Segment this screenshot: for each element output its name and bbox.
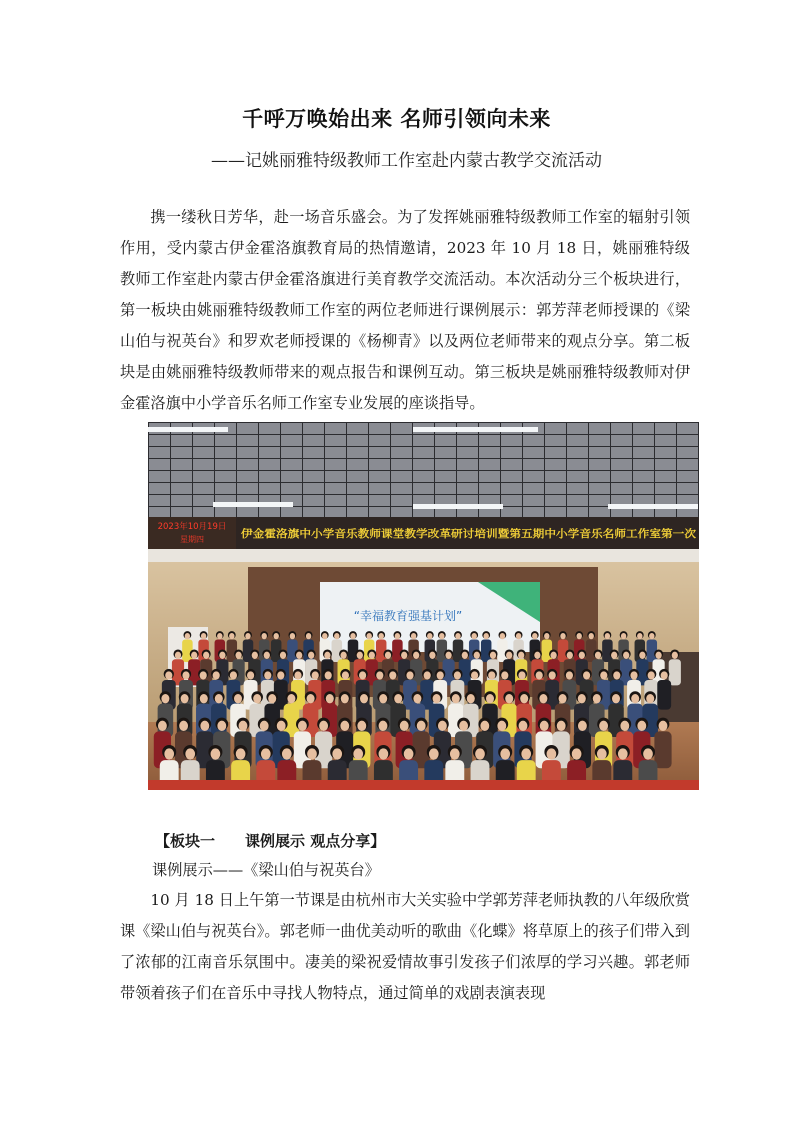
person-face [340, 652, 346, 659]
person-face [600, 671, 607, 679]
person-face [536, 671, 543, 679]
person-face [332, 748, 342, 759]
section-heading: 【板块一 课例展示 观点分享】 [155, 832, 386, 850]
person-face [181, 694, 189, 703]
person-face [395, 633, 400, 639]
person-body [654, 731, 671, 768]
person-face [277, 671, 284, 679]
person-face [501, 671, 508, 679]
person-face [322, 633, 327, 639]
person-face [191, 652, 197, 659]
person-face [247, 671, 254, 679]
crowd [154, 631, 681, 790]
person-face [578, 721, 587, 731]
banner-weekday: 星期四 [180, 535, 204, 544]
person-face [350, 633, 355, 639]
person-face [417, 721, 426, 731]
person-face [439, 633, 444, 639]
person-face [630, 671, 637, 679]
person-face [557, 721, 566, 731]
person-face [175, 652, 181, 659]
person-face [165, 671, 172, 679]
person-face [200, 721, 209, 731]
person-face [385, 652, 391, 659]
person-face [277, 721, 286, 731]
person-face [599, 721, 608, 731]
person-face [429, 652, 435, 659]
person-face [437, 671, 444, 679]
person-face [379, 694, 387, 703]
person-face [429, 748, 439, 759]
person-face [211, 748, 221, 759]
person-face [589, 633, 594, 639]
person-face [520, 694, 528, 703]
person-face [549, 671, 556, 679]
person-body [669, 659, 681, 685]
person-face [235, 652, 241, 659]
person-face [319, 721, 328, 731]
person-face [579, 652, 585, 659]
person-face [200, 694, 208, 703]
person-face [161, 694, 169, 703]
person-face [253, 694, 261, 703]
person-face [274, 633, 279, 639]
person-face [245, 633, 250, 639]
person-face [217, 633, 222, 639]
person-face [484, 633, 489, 639]
article-title: 千呼万唤始出来 名师引领向未来 [242, 107, 551, 131]
banner-text: 伊金霍洛旗中小学音乐教师课堂教学改革研讨培训暨第五期中小学音乐名师工作室第一次 [241, 528, 651, 540]
person-face [547, 748, 557, 759]
person-face [334, 633, 339, 639]
person-face [406, 671, 413, 679]
person-face [369, 652, 375, 659]
person-face [280, 652, 286, 659]
person-face [577, 633, 582, 639]
screen-text: “幸福教育强基计划” [353, 609, 463, 623]
person-face [185, 748, 195, 759]
person-face [239, 721, 248, 731]
lesson-body-paragraph: 10 月 18 日上午第一节课是由杭州市大关实验中学郭芳萍老师执教的八年级欣赏课《梁山伯与祝英台》。郭老师一曲优美动听的歌曲《化蝶》将草原上的孩子们带入到了浓郁的江南音乐氛围中。凄美的梁祝爱情故事引发孩子们浓厚的学习兴趣。郭老师带领着孩子们在音乐中寻找人物特点，通过简单的戏剧表演表现 [120, 891, 690, 1002]
person-face [597, 748, 607, 759]
person-face [532, 633, 537, 639]
person-face [605, 633, 610, 639]
person-face [217, 721, 226, 731]
person-face [544, 633, 549, 639]
person-face [234, 694, 242, 703]
person-face [236, 748, 246, 759]
person-face [655, 652, 661, 659]
person-face [296, 652, 302, 659]
person-face [612, 694, 620, 703]
person-face [261, 748, 271, 759]
person-face [376, 671, 383, 679]
person-face [649, 633, 654, 639]
person-face [252, 652, 258, 659]
person-face [518, 671, 525, 679]
person-face [282, 748, 292, 759]
person-face [179, 721, 188, 731]
person-face [400, 721, 409, 731]
person-face [631, 694, 639, 703]
person-face [394, 694, 402, 703]
person-face [613, 671, 620, 679]
person-face [459, 721, 468, 731]
person-face [472, 633, 477, 639]
person-face [312, 671, 319, 679]
person-face [342, 671, 349, 679]
person-face [475, 748, 485, 759]
person-face [264, 671, 271, 679]
person-face [450, 748, 460, 759]
person-face [307, 748, 317, 759]
person-face [518, 652, 524, 659]
person-face [661, 671, 668, 679]
person-face [367, 633, 372, 639]
person-face [401, 652, 407, 659]
person-face [324, 652, 330, 659]
person-face [672, 652, 678, 659]
person-face [379, 721, 388, 731]
person-face [306, 633, 311, 639]
person-face [623, 652, 629, 659]
person-face [452, 694, 460, 703]
person-face [471, 671, 478, 679]
person-face [490, 652, 496, 659]
person-face [560, 633, 565, 639]
person-face [268, 694, 276, 703]
person-face [618, 748, 628, 759]
person-face [646, 694, 654, 703]
person-face [467, 694, 475, 703]
person-face [519, 721, 528, 731]
person-face [341, 694, 349, 703]
person-face [298, 721, 307, 731]
person-face [182, 671, 189, 679]
person-face [427, 633, 432, 639]
group-photo [148, 422, 699, 790]
person-face [203, 652, 209, 659]
person-face [357, 721, 366, 731]
person-face [486, 694, 494, 703]
person-face [260, 721, 269, 731]
person-face [308, 652, 314, 659]
person-face [219, 652, 225, 659]
person-face [353, 748, 363, 759]
person-face [455, 633, 460, 639]
person-face [213, 671, 220, 679]
person-face [539, 694, 547, 703]
person-face [521, 748, 531, 759]
person-face [433, 694, 441, 703]
person-face [445, 652, 451, 659]
person-face [620, 721, 629, 731]
person-face [593, 694, 601, 703]
person-body [657, 680, 671, 710]
person-face [230, 671, 237, 679]
person-face [158, 721, 167, 731]
lesson-title: 课例展示——《梁山伯与祝英台》 [152, 861, 380, 879]
person-face [534, 652, 540, 659]
person-face [201, 633, 206, 639]
intro-paragraph: 携一缕秋日芳华，赴一场音乐盛会。为了发挥姚丽雅特级教师工作室的辐射引领作用，受内蒙古伊金霍洛旗教育局的热情邀请，2023 年 10 月 18 日，姚丽雅特级教师工作室赴内蒙古伊金霍洛旗进行美育教学交流活动。本次活动分三个板块进行，第一板块由姚丽雅特级教师工作室的两位老师进行课例展示：郭芳萍老师授课的《梁山伯与祝英台》和罗欢老师授课的《杨柳青》以及两位老师带来的观点分享。第二板块是由姚丽雅特级教师带来的观点报告和课例互动。第三板块是姚丽雅特级教师对伊金霍洛旗中小学音乐名师工作室专业发展的座谈指导。 [120, 208, 690, 412]
person-face [379, 748, 389, 759]
person-face [578, 694, 586, 703]
person-face [424, 671, 431, 679]
person-face [164, 748, 174, 759]
person-face [287, 694, 295, 703]
person-face [215, 694, 223, 703]
person-face [595, 652, 601, 659]
person-face [643, 748, 653, 759]
person-face [637, 633, 642, 639]
person-face [567, 652, 573, 659]
person-face [474, 652, 480, 659]
person-face [413, 652, 419, 659]
person-face [360, 694, 368, 703]
person-face [185, 633, 190, 639]
person-face [389, 671, 396, 679]
person-face [659, 721, 668, 731]
person-face [500, 633, 505, 639]
person-face [637, 721, 646, 731]
banner-date: 2023年10月19日 [157, 522, 227, 532]
person-face [583, 671, 590, 679]
person-face [480, 721, 489, 731]
person-face [621, 633, 626, 639]
person-face [411, 633, 416, 639]
person-face [550, 652, 556, 659]
person-face [438, 721, 447, 731]
person-face [566, 671, 573, 679]
person-face [516, 633, 521, 639]
person-face [497, 721, 506, 731]
person-face [229, 633, 234, 639]
person-face [648, 671, 655, 679]
article-subtitle: ——记姚丽雅特级教师工作室赴内蒙古教学交流活动 [211, 151, 602, 171]
person-face [200, 671, 207, 679]
person-face [325, 671, 332, 679]
person-face [572, 748, 582, 759]
person-face [413, 694, 421, 703]
person-face [500, 748, 510, 759]
person-face [462, 652, 468, 659]
person-face [326, 694, 334, 703]
person-face [357, 652, 363, 659]
person-face [307, 694, 315, 703]
person-face [505, 694, 513, 703]
person-face [262, 633, 267, 639]
person-face [559, 694, 567, 703]
person-face [290, 633, 295, 639]
person-face [294, 671, 301, 679]
person-face [340, 721, 349, 731]
person-face [404, 748, 414, 759]
person-face [359, 671, 366, 679]
person-face [488, 671, 495, 679]
person-face [379, 633, 384, 639]
person-face [611, 652, 617, 659]
person-face [639, 652, 645, 659]
person-face [506, 652, 512, 659]
person-face [454, 671, 461, 679]
person-face [540, 721, 549, 731]
person-face [264, 652, 270, 659]
